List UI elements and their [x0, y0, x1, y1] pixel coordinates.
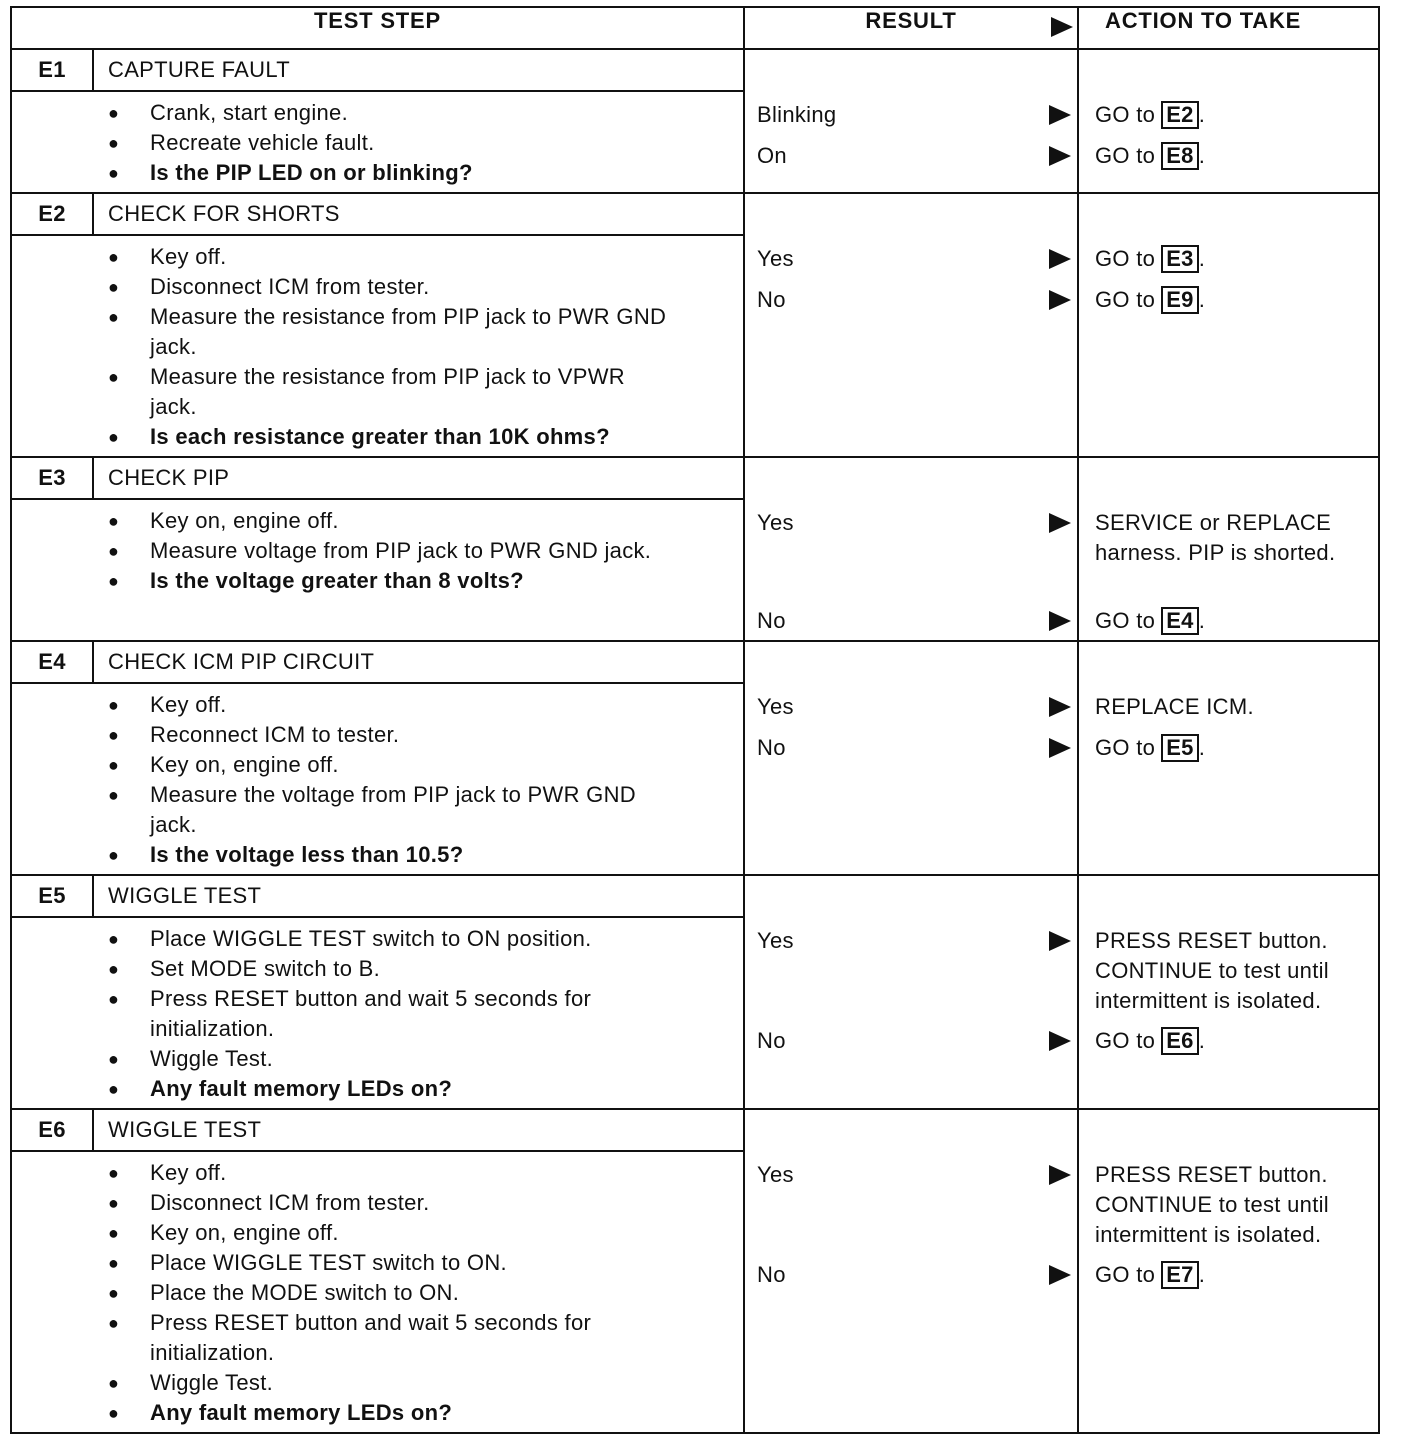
step-reference-link[interactable]: E6: [1161, 1027, 1199, 1055]
result-label: Yes: [757, 928, 794, 953]
step-row-e2: [11, 193, 1379, 457]
step-header: [12, 876, 743, 918]
step-reference-link[interactable]: E3: [1161, 245, 1199, 273]
arrow-right-icon: [1049, 611, 1071, 631]
question-item: ● Any fault memory LEDs on?: [108, 1074, 743, 1104]
step-reference-link[interactable]: E5: [1161, 734, 1199, 762]
action-text: GO to: [1095, 608, 1156, 633]
step-id: E1: [12, 50, 94, 90]
step-header: [12, 458, 743, 500]
action-line: SERVICE or REPLACE harness. PIP is shorted.: [1095, 510, 1336, 565]
arrow-right-icon: [1049, 1031, 1071, 1051]
diagnostic-table-page: [10, 6, 1378, 1434]
question-item: ● Any fault memory LEDs on?: [108, 1398, 743, 1428]
action-line: [1095, 1026, 1372, 1056]
step-title: CHECK PIP: [108, 465, 230, 490]
list-item: ● Disconnect ICM from tester.: [108, 272, 743, 302]
action-suffix: .: [1198, 143, 1206, 168]
list-item: ● Disconnect ICM from tester.: [108, 1188, 743, 1218]
action-suffix: .: [1198, 246, 1206, 271]
arrow-right-icon: [1049, 290, 1071, 310]
result-label: Yes: [757, 510, 794, 535]
list-item: ● Measure voltage from PIP jack to PWR GND jack.: [108, 536, 670, 566]
arrow-right-icon: [1049, 105, 1071, 125]
action-text: GO to: [1095, 246, 1156, 271]
action-line: [1095, 285, 1372, 315]
list-item: ● Press RESET button and wait 5 seconds for initialization.: [108, 1308, 690, 1368]
result-cell: [744, 1109, 1078, 1433]
action-cell: [1078, 193, 1379, 457]
result-label: Blinking: [757, 102, 837, 127]
action-text: GO to: [1095, 143, 1156, 168]
arrow-right-icon: [1051, 17, 1073, 37]
list-item: ● Press RESET button and wait 5 seconds for initialization.: [108, 984, 690, 1044]
action-line: [1095, 733, 1372, 763]
step-row-e3: [11, 457, 1379, 641]
action-suffix: .: [1198, 287, 1206, 312]
result-label: On: [757, 143, 787, 168]
action-suffix: .: [1198, 1028, 1206, 1053]
arrow-right-icon: [1049, 931, 1071, 951]
result-label: No: [757, 1028, 786, 1053]
step-cell: [11, 641, 744, 875]
list-item: ● Place WIGGLE TEST switch to ON.: [108, 1248, 743, 1278]
result-label: Yes: [757, 1162, 794, 1187]
header-result: [744, 7, 1078, 49]
list-item: ● Wiggle Test.: [108, 1368, 743, 1398]
header-result-label: RESULT: [865, 8, 957, 33]
result-line: [757, 285, 1071, 315]
step-reference-link[interactable]: E4: [1161, 607, 1199, 635]
step-header: [12, 194, 743, 236]
list-item: ● Key on, engine off.: [108, 506, 743, 536]
action-line: PRESS RESET button. CONTINUE to test until intermittent is isolated.: [1095, 1162, 1329, 1247]
list-item: ● Crank, start engine.: [108, 98, 743, 128]
action-line: [1095, 1260, 1372, 1290]
result-cell: [744, 193, 1078, 457]
step-reference-link[interactable]: E9: [1161, 286, 1199, 314]
result-line: [757, 733, 1071, 763]
action-text: GO to: [1095, 287, 1156, 312]
step-cell: [11, 1109, 744, 1433]
step-row-e4: [11, 641, 1379, 875]
result-line: [757, 926, 1071, 956]
step-items: [12, 500, 743, 600]
result-cell: [744, 457, 1078, 641]
arrow-right-icon: [1049, 738, 1071, 758]
action-cell: [1078, 457, 1379, 641]
step-cell: [11, 49, 744, 193]
step-title: WIGGLE TEST: [108, 1117, 262, 1142]
action-line: [1095, 100, 1372, 130]
result-line: [757, 1160, 1071, 1190]
step-title: CAPTURE FAULT: [108, 57, 290, 82]
result-line: [757, 692, 1071, 722]
question-item: ● Is the voltage greater than 8 volts?: [108, 566, 743, 596]
action-line: [1095, 141, 1372, 171]
list-item: ● Key on, engine off.: [108, 750, 743, 780]
result-line: [757, 606, 1071, 636]
step-header: [12, 1110, 743, 1152]
arrow-right-icon: [1049, 513, 1071, 533]
list-item: ● Measure the resistance from PIP jack to PWR GND jack.: [108, 302, 670, 362]
step-id: E6: [12, 1110, 94, 1150]
list-item: ● Key on, engine off.: [108, 1218, 743, 1248]
list-item: ● Place WIGGLE TEST switch to ON position.: [108, 924, 743, 954]
list-item: ● Wiggle Test.: [108, 1044, 743, 1074]
action-suffix: .: [1198, 608, 1206, 633]
step-id: E2: [12, 194, 94, 234]
step-title: CHECK ICM PIP CIRCUIT: [108, 649, 375, 674]
step-reference-link[interactable]: E2: [1161, 101, 1199, 129]
step-items: [12, 1152, 743, 1432]
step-id: E4: [12, 642, 94, 682]
question-item: ● Is each resistance greater than 10K ohms?: [108, 422, 743, 452]
result-label: No: [757, 1262, 786, 1287]
action-text: GO to: [1095, 1028, 1156, 1053]
action-text: GO to: [1095, 102, 1156, 127]
action-cell: [1078, 875, 1379, 1109]
result-cell: [744, 875, 1078, 1109]
step-header: [12, 642, 743, 684]
action-cell: [1078, 1109, 1379, 1433]
result-label: No: [757, 735, 786, 760]
action-cell: [1078, 49, 1379, 193]
action-line: PRESS RESET button. CONTINUE to test until intermittent is isolated.: [1095, 928, 1329, 1013]
step-header: [12, 50, 743, 92]
action-suffix: .: [1198, 102, 1206, 127]
step-cell: [11, 193, 744, 457]
result-line: [757, 1026, 1071, 1056]
list-item: ● Recreate vehicle fault.: [108, 128, 743, 158]
result-cell: [744, 641, 1078, 875]
table-header-row: [11, 7, 1379, 49]
arrow-right-icon: [1049, 249, 1071, 269]
diagnostic-table: [10, 6, 1380, 1434]
list-item: ● Measure the voltage from PIP jack to PWR GND jack.: [108, 780, 670, 840]
arrow-right-icon: [1049, 697, 1071, 717]
question-item: ● Is the PIP LED on or blinking?: [108, 158, 743, 188]
result-line: [757, 100, 1071, 130]
step-cell: [11, 875, 744, 1109]
question-item: ● Is the voltage less than 10.5?: [108, 840, 743, 870]
step-row-e1: [11, 49, 1379, 193]
list-item: ● Key off.: [108, 1158, 743, 1188]
list-item: ● Place the MODE switch to ON.: [108, 1278, 743, 1308]
action-cell: [1078, 641, 1379, 875]
result-cell: [744, 49, 1078, 193]
arrow-right-icon: [1049, 146, 1071, 166]
list-item: ● Key off.: [108, 690, 743, 720]
list-item: ● Set MODE switch to B.: [108, 954, 743, 984]
result-label: No: [757, 608, 786, 633]
result-label: Yes: [757, 246, 794, 271]
step-title: WIGGLE TEST: [108, 883, 262, 908]
step-id: E5: [12, 876, 94, 916]
action-line: [1095, 244, 1372, 274]
arrow-right-icon: [1049, 1165, 1071, 1185]
step-reference-link[interactable]: E7: [1161, 1261, 1199, 1289]
result-line: [757, 508, 1071, 538]
list-item: ● Measure the resistance from PIP jack to VPWR jack.: [108, 362, 640, 422]
step-row-e5: [11, 875, 1379, 1109]
list-item: ● Key off.: [108, 242, 743, 272]
action-text: GO to: [1095, 1262, 1156, 1287]
arrow-right-icon: [1049, 1265, 1071, 1285]
step-cell: [11, 457, 744, 641]
action-suffix: .: [1198, 735, 1206, 760]
action-line: REPLACE ICM.: [1095, 694, 1254, 719]
action-line: [1095, 606, 1372, 636]
action-suffix: .: [1198, 1262, 1206, 1287]
result-line: [757, 244, 1071, 274]
step-items: [12, 92, 743, 192]
header-test-step: TEST STEP: [11, 7, 744, 49]
step-row-e6: [11, 1109, 1379, 1433]
header-action: ACTION TO TAKE: [1078, 7, 1379, 49]
step-items: [12, 918, 743, 1108]
step-items: [12, 684, 743, 874]
step-id: E3: [12, 458, 94, 498]
action-text: GO to: [1095, 735, 1156, 760]
step-title: CHECK FOR SHORTS: [108, 201, 340, 226]
result-label: No: [757, 287, 786, 312]
step-items: [12, 236, 743, 456]
list-item: ● Reconnect ICM to tester.: [108, 720, 743, 750]
result-line: [757, 141, 1071, 171]
step-reference-link[interactable]: E8: [1161, 142, 1199, 170]
result-line: [757, 1260, 1071, 1290]
result-label: Yes: [757, 694, 794, 719]
